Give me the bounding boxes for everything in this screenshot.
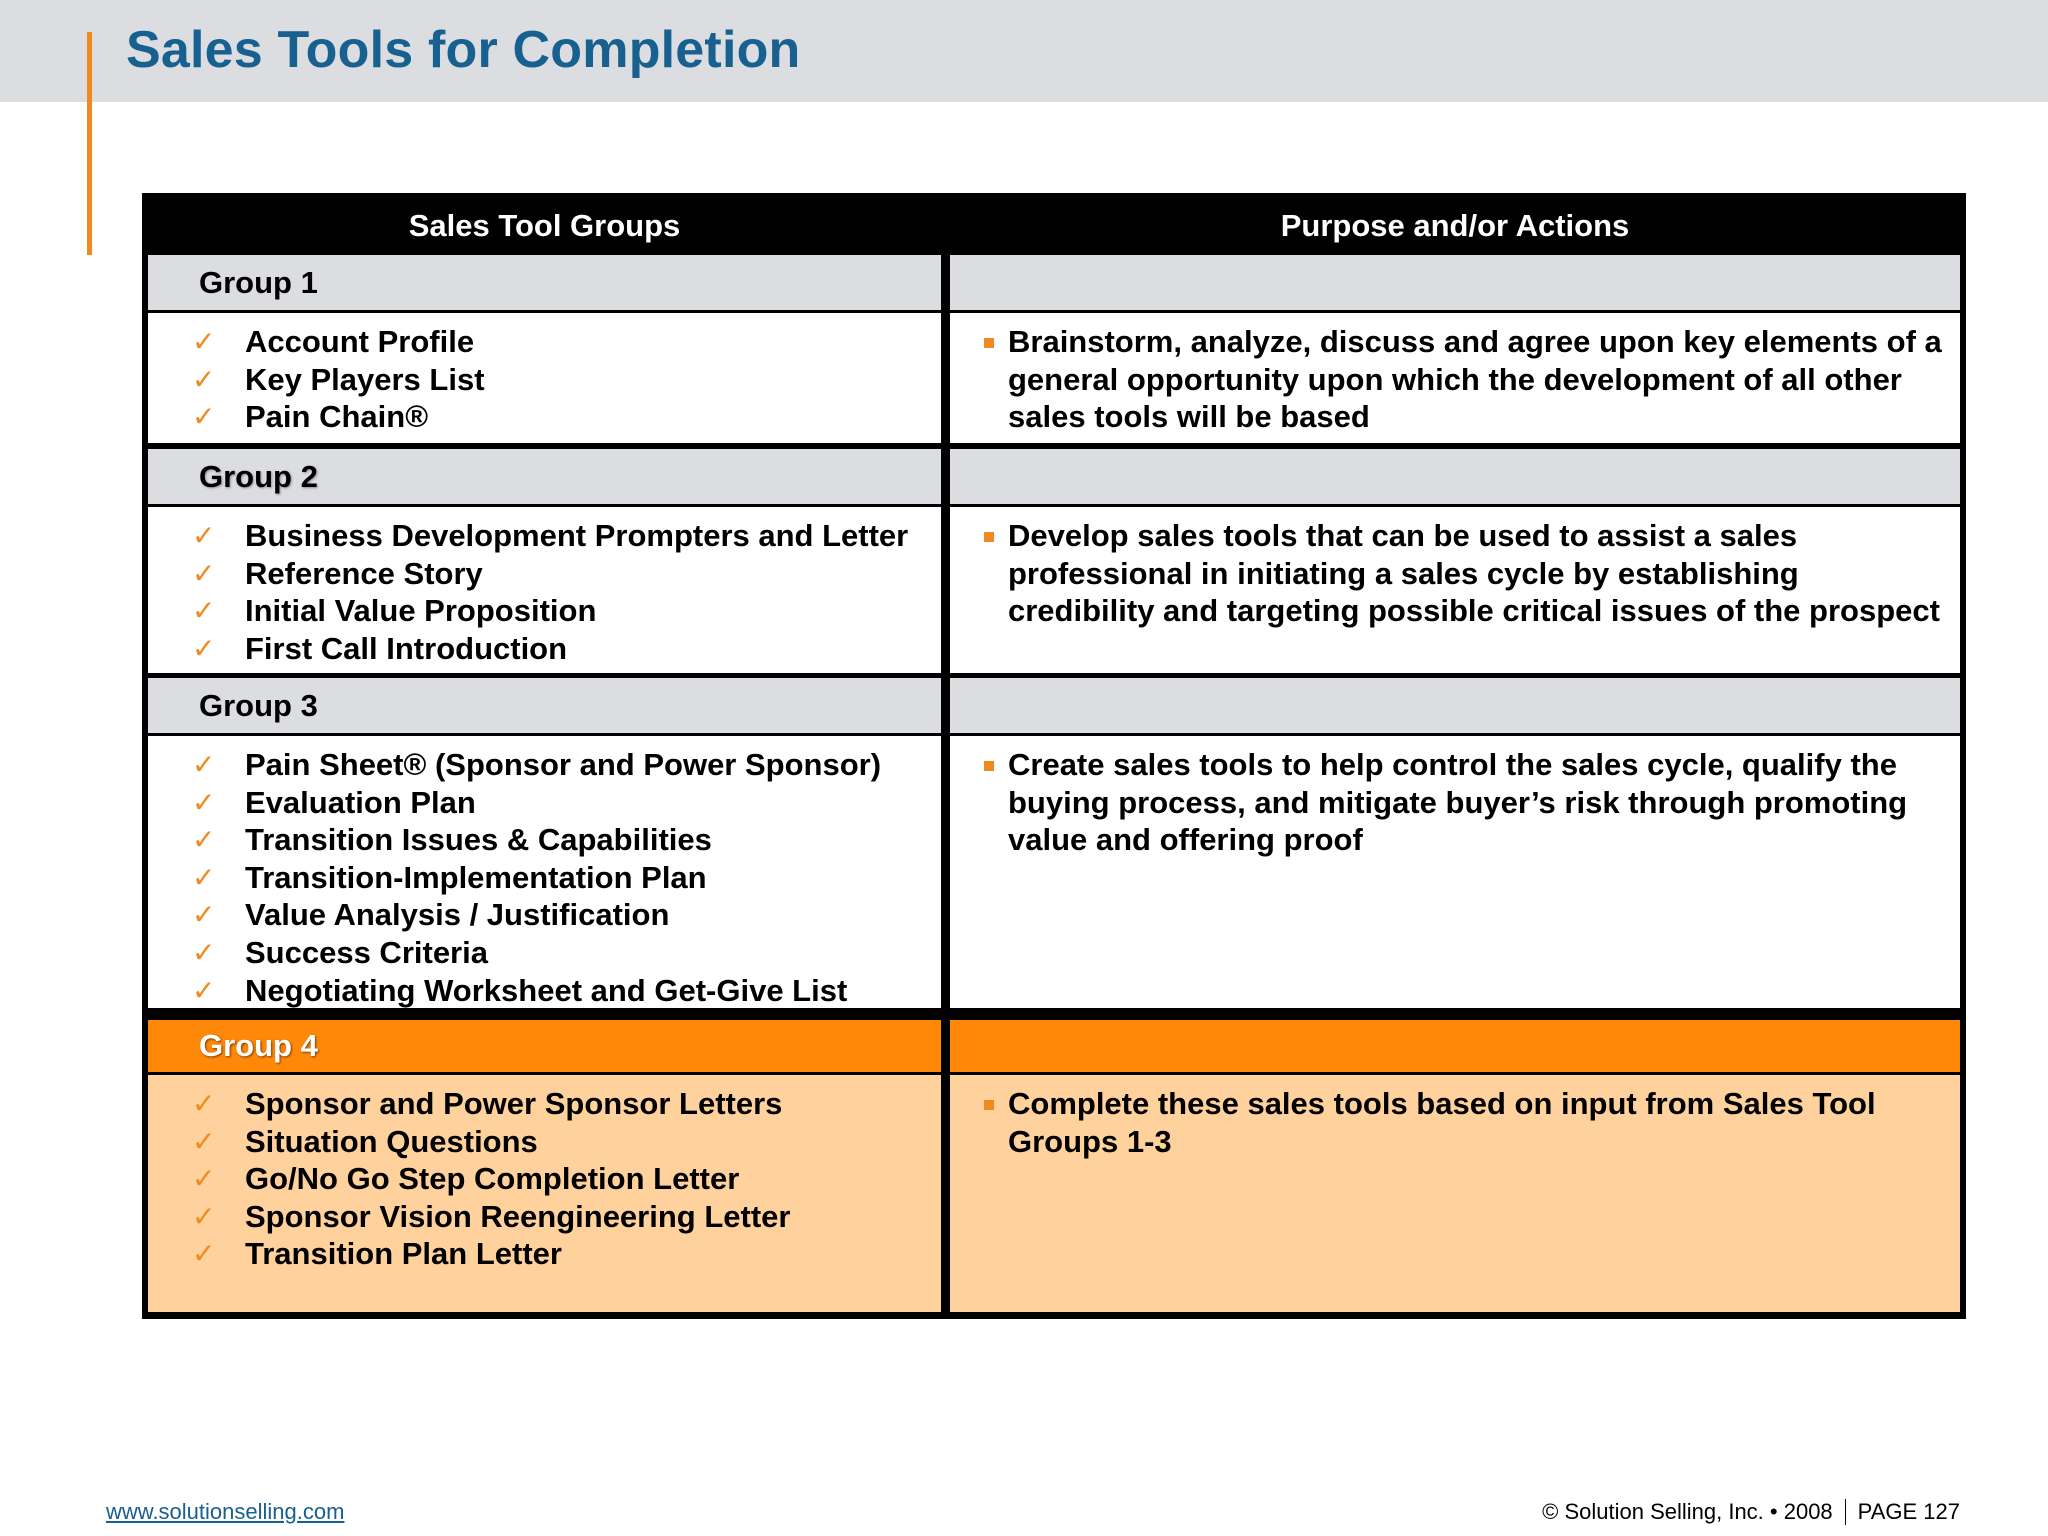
square-bullet-icon — [984, 761, 994, 771]
check-icon: ✓ — [192, 1125, 216, 1157]
column-header-groups: Sales Tool Groups — [148, 197, 941, 255]
list-item: ✓ Success Criteria — [192, 934, 488, 970]
group-2-label-spacer — [950, 449, 1960, 504]
check-icon: ✓ — [192, 326, 216, 357]
group-1-label-spacer — [950, 255, 1960, 310]
list-item: ✓ Pain Sheet® (Sponsor and Power Sponsor) — [192, 747, 882, 782]
check-icon: ✓ — [192, 363, 216, 395]
list-item: ✓ Transition-Implementation Plan — [192, 859, 707, 895]
group-1-purpose: Brainstorm, analyze, discuss and agree upon key elements of a general opportunity upon which the development of all other sales tools will be based — [950, 313, 1960, 443]
list-item: ✓ Transition Issues & Capabilities — [192, 822, 712, 858]
list-item: ✓ Business Development Prompters and Letter — [192, 518, 909, 553]
list-item: ✓ Evaluation Plan — [192, 784, 476, 820]
copyright-text: © Solution Selling, Inc. • 2008 — [1542, 1499, 1833, 1524]
check-icon: ✓ — [192, 1238, 216, 1270]
group-3-label-spacer — [950, 678, 1960, 733]
check-icon: ✓ — [192, 749, 216, 780]
group-2-label: Group 2 — [148, 449, 941, 504]
accent-bar — [87, 32, 92, 255]
list-item: ✓ Initial Value Proposition — [192, 593, 597, 629]
website-link[interactable]: www.solutionselling.com — [106, 1499, 345, 1524]
page-title: Sales Tools for Completion — [126, 21, 801, 79]
check-icon: ✓ — [192, 632, 216, 664]
list-item: ✓ Sponsor and Power Sponsor Letters — [192, 1086, 783, 1121]
list-item: ✓ Account Profile — [192, 324, 475, 359]
group-4-purpose: Complete these sales tools based on input from Sales Tool Groups 1-3 — [950, 1075, 1960, 1312]
check-icon: ✓ — [192, 1163, 216, 1195]
list-item: ✓ Transition Plan Letter — [192, 1236, 562, 1272]
list-item: ✓ First Call Introduction — [192, 630, 568, 666]
group-2-purpose: Develop sales tools that can be used to assist a sales professional in initiating a sales cycle by establishing credibility and targeting possible critical issues of the prospect — [950, 507, 1960, 673]
group-4-label-spacer — [950, 1020, 1960, 1072]
footer-copyright-page — [1542, 1499, 1960, 1525]
group-3-label: Group 3 — [148, 678, 941, 733]
check-icon: ✓ — [192, 899, 216, 931]
list-item: ✓ Reference Story — [192, 555, 483, 591]
square-bullet-icon — [984, 338, 994, 348]
sales-tools-table — [142, 193, 1966, 1319]
list-item: ✓ Pain Chain® — [192, 399, 429, 435]
check-icon: ✓ — [192, 861, 216, 893]
check-icon: ✓ — [192, 557, 216, 589]
group-3-tools — [148, 736, 941, 1008]
square-bullet-icon — [984, 532, 994, 542]
check-icon: ✓ — [192, 786, 216, 818]
check-icon: ✓ — [192, 1200, 216, 1232]
group-2-tools — [148, 507, 941, 673]
footer-divider — [1845, 1499, 1846, 1525]
list-item: ✓ Go/No Go Step Completion Letter — [192, 1161, 740, 1197]
square-bullet-icon — [984, 1100, 994, 1110]
list-item: ✓ Key Players List — [192, 361, 485, 397]
check-icon: ✓ — [192, 936, 216, 968]
list-item: ✓ Sponsor Vision Reengineering Letter — [192, 1198, 791, 1234]
check-icon: ✓ — [192, 520, 216, 551]
list-item: ✓ Negotiating Worksheet and Get-Give List — [192, 972, 848, 1008]
group-4-label: Group 4 — [148, 1020, 941, 1072]
check-icon: ✓ — [192, 595, 216, 627]
group-3-purpose: Create sales tools to help control the sales cycle, qualify the buying process, and mitigate buyer’s risk through promoting value and offering proof — [950, 736, 1960, 1008]
check-icon: ✓ — [192, 1088, 216, 1119]
group-4-tools — [148, 1075, 941, 1312]
group-1-label: Group 1 — [148, 255, 941, 310]
check-icon: ✓ — [192, 974, 216, 1006]
column-header-purpose: Purpose and/or Actions — [950, 197, 1960, 255]
group-1-tools — [148, 313, 941, 443]
list-item: ✓ Situation Questions — [192, 1123, 538, 1159]
check-icon: ✓ — [192, 824, 216, 856]
check-icon: ✓ — [192, 401, 216, 433]
page-number: PAGE 127 — [1857, 1499, 1960, 1524]
list-item: ✓ Value Analysis / Justification — [192, 897, 670, 933]
